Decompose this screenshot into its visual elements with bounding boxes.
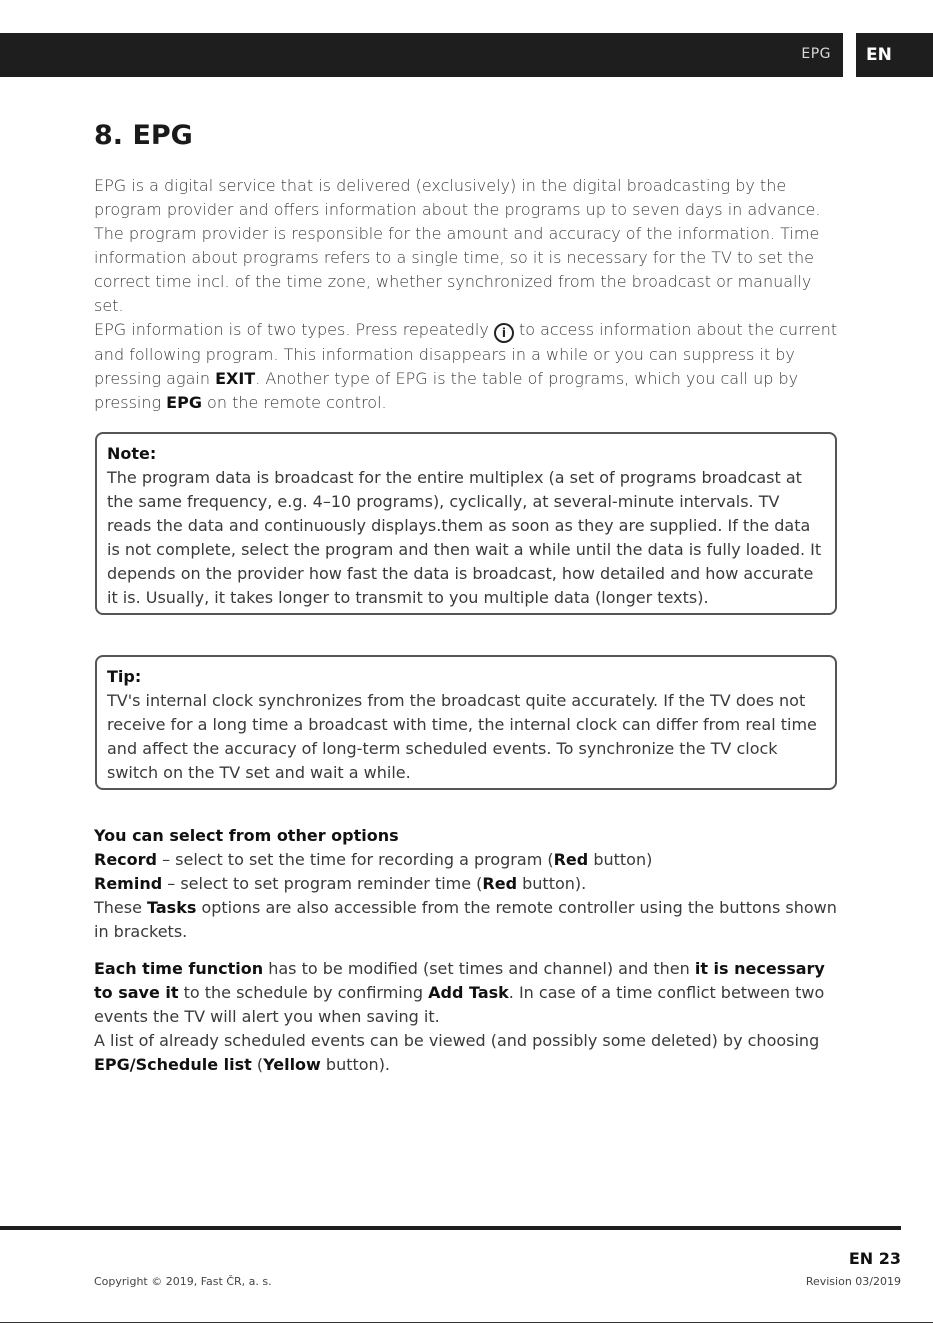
record-option: [94, 848, 844, 872]
add-task-label: Add Task: [428, 983, 509, 1002]
tasks-text: These: [94, 898, 148, 917]
tip-box: [95, 655, 837, 790]
intro-text-part: EPG information is of two types. Press repeatedly: [94, 320, 494, 339]
record-text: button): [588, 850, 653, 869]
schedule-list-paragraph: [94, 1029, 844, 1077]
list-text: A list of already scheduled events can be viewed (and possibly some deleted) by choosing: [94, 1031, 820, 1050]
time-functions-section: [94, 957, 844, 1077]
schedule-list-label: EPG/Schedule list: [94, 1055, 252, 1074]
page-title: 8. EPG: [94, 120, 193, 151]
footer-divider: [0, 1226, 901, 1230]
tasks-text: options are also accessible from the remote controller using the buttons shown in brackets.: [94, 898, 837, 941]
options-heading: You can select from other options: [94, 826, 399, 845]
list-text: button).: [320, 1055, 391, 1074]
remind-text: button).: [517, 874, 587, 893]
remind-option: [94, 872, 844, 896]
list-text: (: [251, 1055, 264, 1074]
record-label: Record: [94, 850, 157, 869]
epg-key-label: EPG: [166, 393, 202, 412]
tip-title: Tip:: [107, 667, 142, 686]
header-section-label: EPG: [801, 46, 831, 62]
tip-text: TV's internal clock synchronizes from the broadcast quite accurately. If the TV does not receive for a long time a broadcast with time, the internal clock can differ from real time and affect the accuracy of long-term scheduled events. To synchronize the TV clock switch on the TV set and wait a while.: [107, 691, 817, 782]
copyright-text: Copyright © 2019, Fast ČR, a. s.: [94, 1275, 272, 1288]
note-text: The program data is broadcast for the entire multiplex (a set of programs broadcast at the same frequency, e.g. 4–10 programs), cyclically, at several-minute intervals. TV reads the data and continuously displays.them as soon as they are supplied. If the data is not complete, select the program and then wait a while until the data is fully loaded. It depends on the provider how fast the data is broadcast, how detailed and how accurate it is. Usually, it takes longer to transmit to you multiple data (longer texts).: [107, 468, 822, 607]
tasks-label: Tasks: [147, 898, 197, 917]
function-text: . In case of a time conflict between two events the TV will alert you when saving it.: [94, 983, 825, 1026]
remind-text: – select to set program reminder time (: [162, 874, 483, 893]
yellow-button-label: Yellow: [263, 1055, 321, 1074]
intro-paragraph-1: EPG is a digital service that is delivered (exclusively) in the digital broadcasting by the program provider and offers information about the programs up to seven days in advance. The program provider is responsible for the amount and accuracy of the information. Time information about programs refers to a single time, so it is necessary for the TV to set the correct time incl. of the time zone, whether synchronized from the broadcast or manually set.: [94, 176, 821, 315]
intro-paragraph-2: [94, 318, 844, 415]
intro-text-part: . Another type of EPG is the table of programs, which you call up by pressing: [94, 369, 799, 412]
intro-text-part: to access information about the current and following program. This information disappears in a while or you can suppress it by pressing again: [94, 320, 838, 388]
bottom-divider: [0, 1322, 933, 1323]
intro-text-part: on the remote control.: [201, 393, 387, 412]
options-section: [94, 824, 844, 944]
language-badge: EN: [856, 33, 933, 77]
note-box: [95, 432, 837, 615]
intro-text: [94, 174, 844, 415]
page-number: EN 23: [848, 1249, 901, 1268]
info-button-icon: i: [494, 323, 514, 343]
function-text: has to be modified (set times and channel) and then: [263, 959, 695, 978]
revision-text: Revision 03/2019: [805, 1275, 901, 1288]
header-bar: [0, 33, 843, 77]
red-button-label: Red: [553, 850, 589, 869]
necessary-label: it is necessary to save it: [94, 959, 825, 1002]
record-text: – select to set the time for recording a program (: [157, 850, 554, 869]
red-button-label: Red: [482, 874, 518, 893]
tasks-note: [94, 896, 844, 944]
each-time-function-label: Each time function: [94, 959, 264, 978]
time-function-paragraph: [94, 957, 844, 1029]
remind-label: Remind: [94, 874, 163, 893]
function-text: to the schedule by confirming: [178, 983, 429, 1002]
exit-key-label: EXIT: [215, 369, 256, 388]
note-title: Note:: [107, 444, 157, 463]
